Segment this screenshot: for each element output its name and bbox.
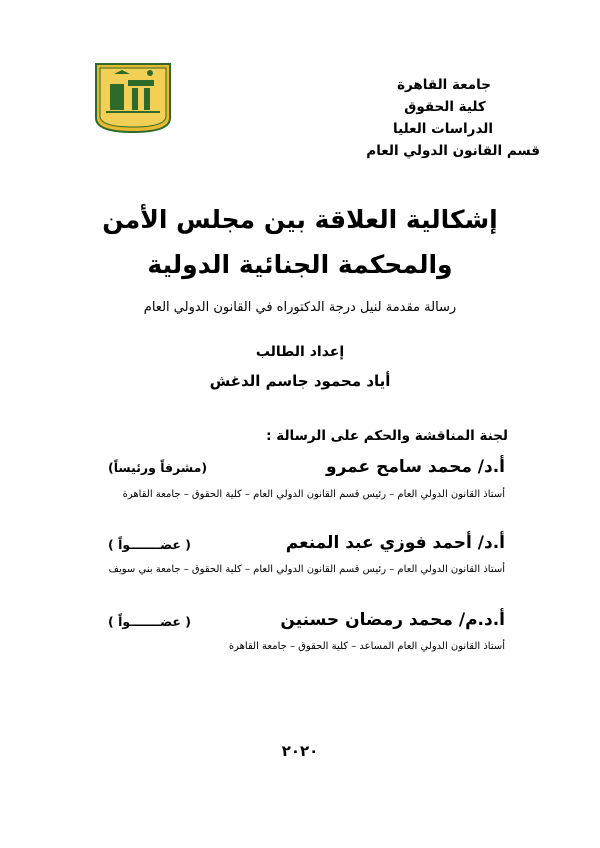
postgraduate-studies: الدراسات العليا (393, 121, 493, 137)
department-name: قسم القانون الدولي العام (366, 143, 540, 159)
member-3-role: ( عضـــــــواً ) (108, 614, 192, 629)
member-2-name: أ.د/ أحمد فوزي عبد المنعم (285, 533, 505, 553)
member-1-name: أ.د/ محمد سامح عمرو (326, 457, 505, 477)
institution-header (360, 74, 540, 162)
member-1-description: أستاذ القانون الدولي العام – رئيس قسم القانون الدولي العام – كلية الحقوق – جامعة القاهرة (122, 489, 505, 500)
university-logo (92, 60, 174, 158)
thesis-title-line-2: والمحكمة الجنائية الدولية (147, 250, 453, 279)
member-2-description: أستاذ القانون الدولي العام – رئيس قسم القانون الدولي العام – كلية الحقوق – جامعة بني سويف (108, 564, 505, 575)
member-2-role: ( عضـــــــواً ) (108, 537, 192, 552)
committee-label: لجنة المناقشة والحكم على الرسالة : (266, 428, 508, 444)
faculty-name: كلية الحقوق (404, 99, 486, 115)
thesis-subtitle: رسالة مقدمة لنيل درجة الدكتوراه في القانون الدولي العام (143, 300, 457, 315)
cairo-university-seal-icon (92, 60, 174, 158)
university-name: جامعة القاهرة (397, 77, 491, 93)
member-1-role: (مشرفاً ورئيساً) (108, 460, 208, 475)
thesis-title-line-1: إشكالية العلاقة بين مجلس الأمن (102, 205, 498, 234)
student-name: أياد محمود جاسم الدغش (209, 372, 391, 390)
prepared-by-label: إعداد الطالب (255, 344, 345, 360)
year: ٢٠٢٠ (281, 742, 319, 760)
member-3-name: أ.د.م/ محمد رمضان حسنين (280, 610, 505, 630)
member-3-description: أستاذ القانون الدولي العام المساعد – كلية الحقوق – جامعة القاهرة (228, 641, 505, 652)
